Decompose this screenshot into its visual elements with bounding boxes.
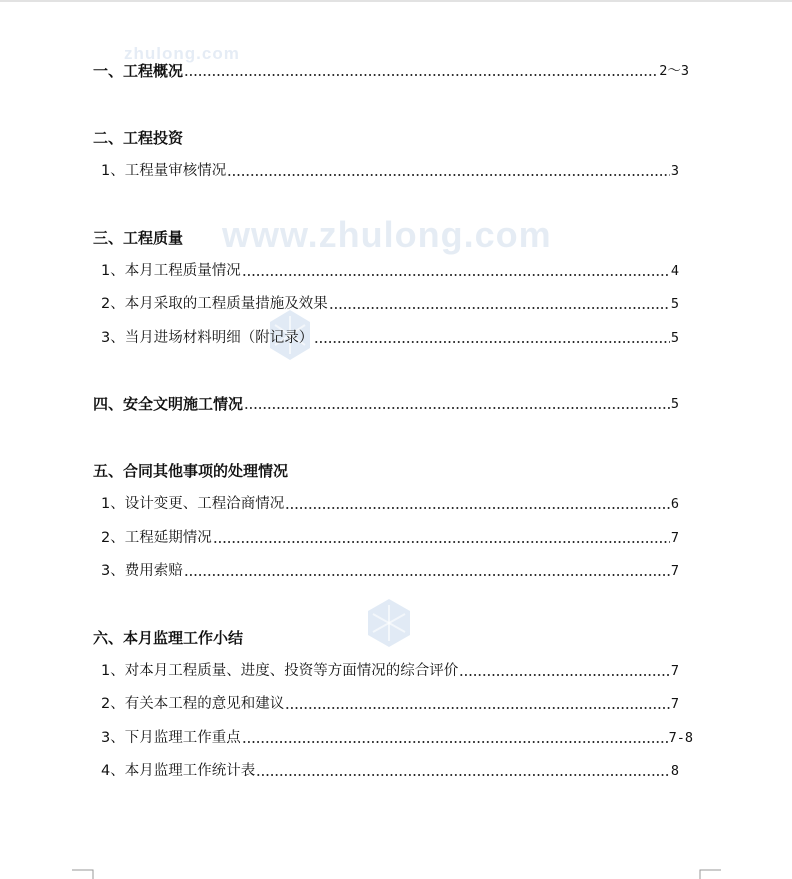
toc-entry <box>101 258 679 280</box>
toc-label: 六、本月监理工作小结 <box>93 629 244 647</box>
toc-entry <box>101 725 693 747</box>
toc-label: 1、工程量审核情况 <box>101 163 227 179</box>
toc-entry <box>101 325 679 347</box>
toc-label: 2、本月采取的工程质量措施及效果 <box>101 296 328 312</box>
toc-heading <box>93 625 679 647</box>
toc-page-number: 6 <box>670 496 679 512</box>
toc-label: 四、安全文明施工情况 <box>93 395 244 413</box>
toc-heading <box>93 58 689 80</box>
toc-leader-dots <box>213 540 670 544</box>
toc-label: 2、有关本工程的意见和建议 <box>101 696 285 712</box>
toc-label: 3、当月进场材料明细（附记录） <box>101 330 314 346</box>
toc-entry <box>101 525 679 547</box>
toc-page-number: 7 <box>670 563 679 579</box>
toc-leader-dots <box>285 506 670 510</box>
toc-heading <box>93 458 679 480</box>
toc-leader-dots <box>244 406 670 410</box>
toc-page-number: 3 <box>670 163 679 179</box>
toc-label: 1、本月工程质量情况 <box>101 263 241 279</box>
toc-label: 3、费用索赔 <box>101 563 183 579</box>
page-corner-mark-right <box>699 869 721 879</box>
toc-label: 4、本月监理工作统计表 <box>101 763 256 779</box>
toc-leader-dots <box>459 673 670 677</box>
toc-entry <box>101 691 679 713</box>
toc-entry <box>101 158 679 180</box>
toc-page-number: 8 <box>670 763 679 779</box>
toc-page-number: 7 <box>670 530 679 546</box>
toc-leader-dots <box>184 73 658 77</box>
toc-entry <box>101 558 679 580</box>
toc-page-number: 2～3 <box>659 63 689 79</box>
page-corner-mark-left <box>72 869 94 879</box>
toc-label: 五、合同其他事项的处理情况 <box>93 462 289 480</box>
toc-label: 1、对本月工程质量、进度、投资等方面情况的综合评价 <box>101 663 459 679</box>
toc-leader-dots <box>256 773 670 777</box>
watermark-large: www.zhulong.com <box>222 214 552 255</box>
toc-leader-dots <box>285 706 670 710</box>
toc-label: 3、下月监理工作重点 <box>101 730 241 746</box>
toc-leader-dots <box>314 340 670 344</box>
toc-page-number: 4 <box>670 263 679 279</box>
toc-label: 一、工程概况 <box>93 62 184 80</box>
watermark-small: zhulong.com <box>124 44 240 63</box>
toc-heading <box>93 225 679 247</box>
toc-heading <box>93 125 679 147</box>
toc-label: 1、设计变更、工程洽商情况 <box>101 496 285 512</box>
toc-leader-dots <box>242 273 670 277</box>
toc-label: 三、工程质量 <box>93 229 184 247</box>
toc-entry <box>101 291 679 313</box>
toc-entry <box>101 658 679 680</box>
toc-page-number: 7 <box>670 696 679 712</box>
toc-entry <box>101 491 679 513</box>
toc-heading <box>93 391 679 413</box>
toc-page-number: 7-8 <box>668 730 693 746</box>
toc-leader-dots <box>227 173 670 177</box>
toc-leader-dots <box>184 573 670 577</box>
toc-page-number: 5 <box>670 330 679 346</box>
toc-page-number: 5 <box>670 296 679 312</box>
toc-label: 二、工程投资 <box>93 129 184 147</box>
toc-leader-dots <box>242 740 668 744</box>
toc-leader-dots <box>329 306 670 310</box>
toc-label: 2、工程延期情况 <box>101 530 212 546</box>
toc-page-number: 5 <box>670 396 679 412</box>
toc-page-number: 7 <box>670 663 679 679</box>
toc-entry <box>101 758 679 780</box>
